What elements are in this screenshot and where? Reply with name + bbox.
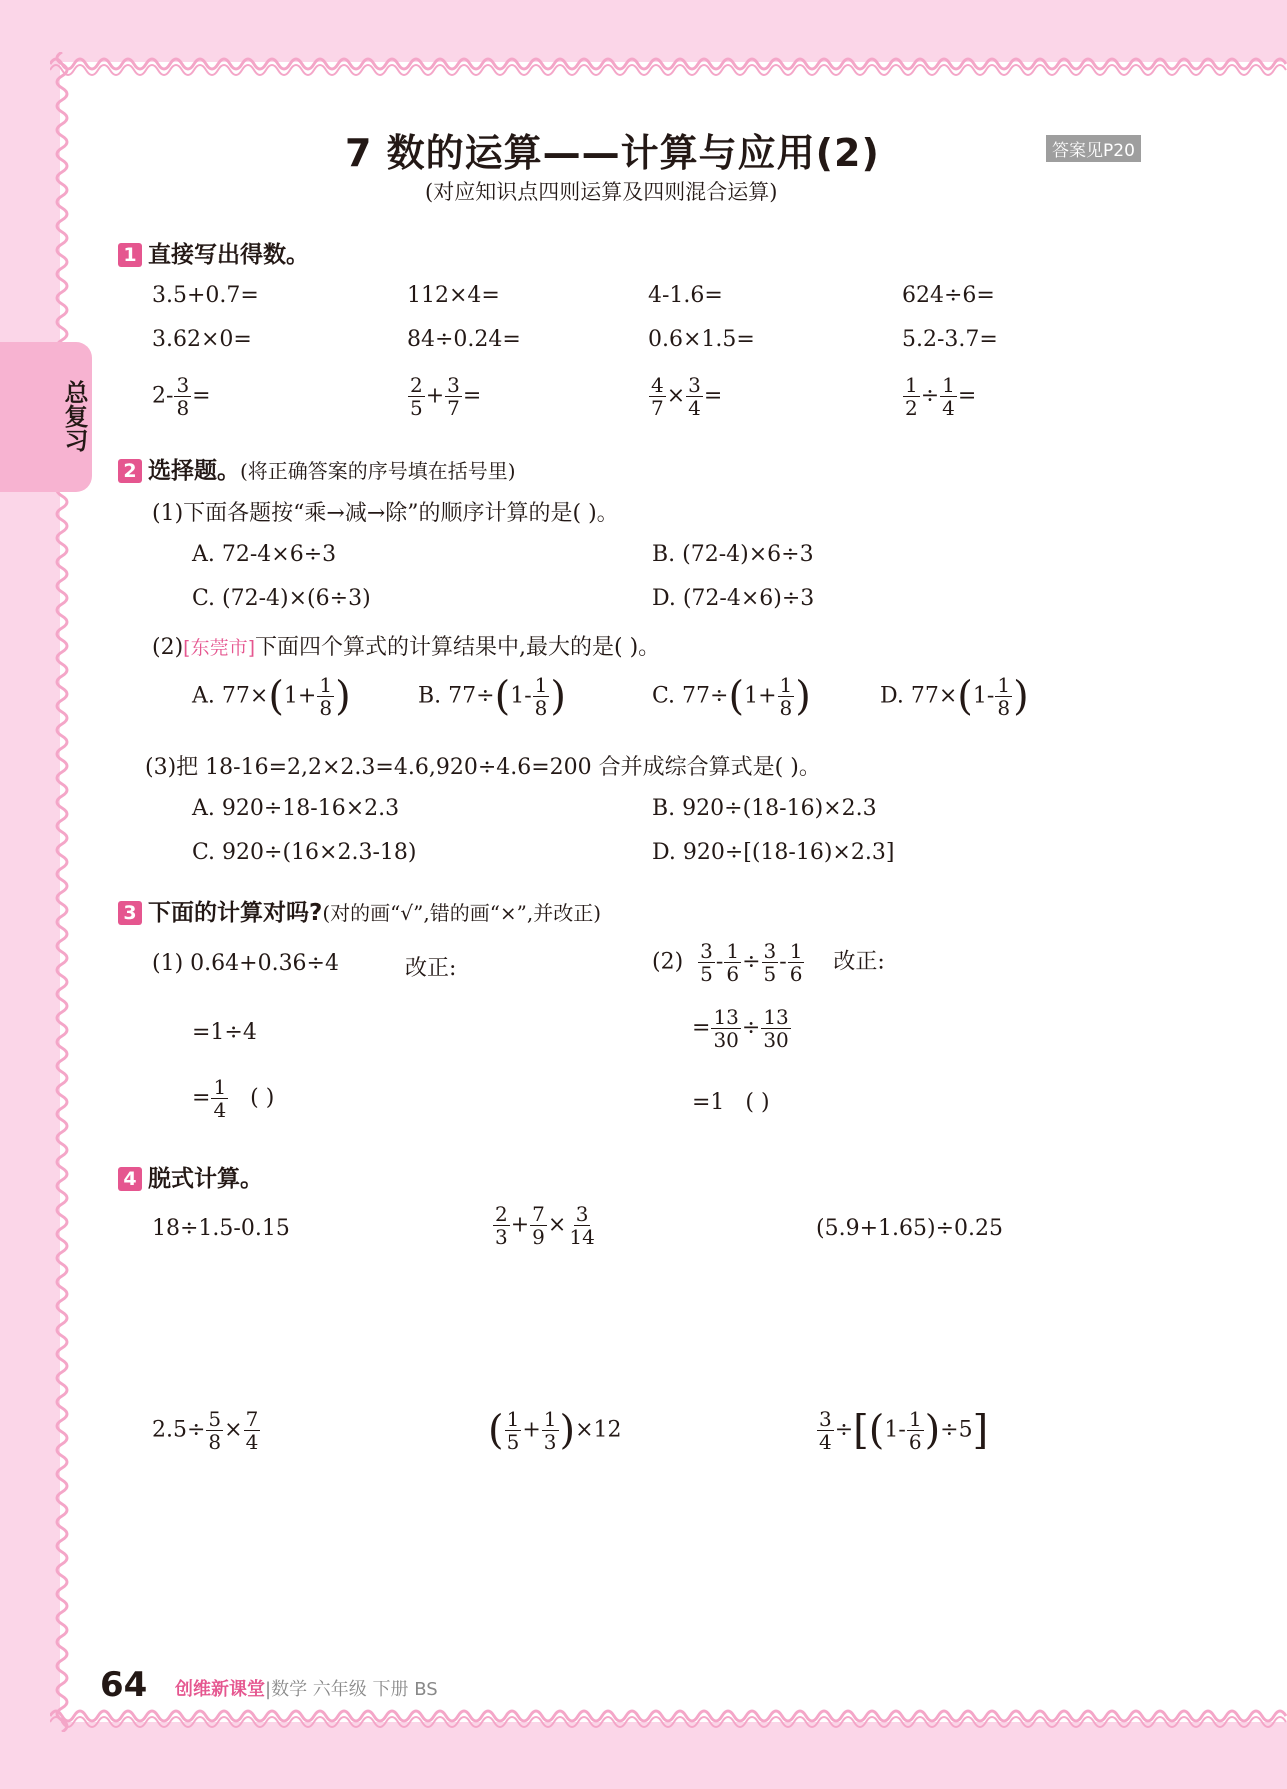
page-title: 7 数的运算——计算与应用(2)	[345, 131, 880, 175]
q2-part1-stem: (1)下面各题按“乘→减→除”的顺序计算的是( )。	[152, 501, 619, 526]
q1-item: 624÷6=	[902, 283, 995, 308]
q2-heading	[118, 452, 516, 485]
q1-title: 直接写出得数。	[148, 242, 309, 268]
q3-part2-fix-label: 改正:	[833, 949, 885, 975]
q2-part3-option-a: A. 920÷18-16×2.3	[192, 796, 400, 821]
q3-part1-fix-label: 改正:	[405, 956, 457, 981]
q4-number-badge: 4	[118, 1167, 142, 1191]
q4-expr-2: $\frac{2}{3}$ + $\frac{7}{9}$ × $\frac{3}{14}$	[495, 1202, 595, 1249]
q1-item: 3.62×0=	[152, 327, 252, 352]
page-subtitle: (对应知识点四则运算及四则混合运算)	[425, 180, 778, 204]
q2-part3-option-b: B. 920÷(18-16)×2.3	[652, 796, 877, 821]
wavy-border-bottom	[50, 1708, 1287, 1732]
q4-title: 脱式计算。	[148, 1166, 263, 1192]
q2-part1-option-d: D. (72-4×6)÷3	[652, 586, 815, 611]
q1-item: 3.5+0.7=	[152, 283, 259, 308]
q4-heading	[118, 1160, 263, 1193]
q2-number-badge: 2	[118, 459, 142, 483]
wavy-border-left	[50, 52, 74, 1732]
q2-part2-option-a: A. 77×(1+ $\frac{1}{8}$ )	[192, 673, 351, 720]
q3-part1-step2: = $\frac{1}{4}$ ( )	[192, 1075, 275, 1122]
page-paper	[60, 62, 1287, 1722]
q4-expr-3: (5.9+1.65)÷0.25	[816, 1216, 1003, 1241]
q2-part2-option-c: C. 77÷(1+ $\frac{1}{8}$ )	[652, 673, 811, 720]
q2-part2-option-d: D. 77×(1- $\frac{1}{8}$ )	[880, 673, 1029, 720]
q3-part1-answer-paren[interactable]: ( )	[250, 1085, 275, 1111]
q4-expr-4: 2.5÷ $\frac{5}{8}$ × $\frac{7}{4}$	[152, 1407, 259, 1454]
q3-part2-answer-paren[interactable]: ( )	[745, 1090, 770, 1115]
q3-part2-step2: =1 ( )	[692, 1090, 770, 1115]
section-tab-label: 总复习	[60, 380, 88, 452]
section-tab	[0, 342, 92, 492]
q3-part1-step1: =1÷4	[192, 1020, 257, 1045]
q2-part3-stem: (3)把 18-16=2,2×2.3=4.6,920÷4.6=200 合并成综合算式是( )。	[145, 755, 821, 780]
q1-item-fraction: $\frac{1}{2}$ ÷ $\frac{1}{4}$ =	[905, 373, 977, 420]
q1-item: 4-1.6=	[648, 283, 723, 308]
q3-number-badge: 3	[118, 901, 142, 925]
q1-number-badge: 1	[118, 243, 142, 267]
q2-part1-option-a: A. 72-4×6÷3	[192, 542, 337, 567]
q3-part2-expression: (2) $\frac{3}{5}$ - $\frac{1}{6}$ ÷ $\frac{3}{5}$ - $\frac{1}{6}$ 改正:	[652, 939, 885, 986]
q2-part2-stem: (2)[东莞市]下面四个算式的计算结果中,最大的是( )。	[152, 635, 661, 660]
q1-item: 84÷0.24=	[407, 327, 521, 352]
q4-expr-6: $\frac{3}{4}$ ÷[(1- $\frac{1}{6}$ )÷5]	[819, 1407, 989, 1454]
q2-part3-option-d: D. 920÷[(18-16)×2.3]	[652, 840, 895, 865]
q1-item: 0.6×1.5=	[648, 327, 755, 352]
q2-title: 选择题。	[148, 458, 240, 484]
q4-expr-1: 18÷1.5-0.15	[152, 1216, 290, 1241]
region-tag: [东莞市]	[183, 637, 255, 659]
footer-brand	[175, 1675, 438, 1701]
q2-part3-option-c: C. 920÷(16×2.3-18)	[192, 840, 417, 865]
q1-item: 112×4=	[407, 283, 500, 308]
q3-title: 下面的计算对吗?	[148, 900, 323, 926]
q1-item-fraction: $\frac{2}{5}$ + $\frac{3}{7}$ =	[410, 373, 482, 420]
q4-expr-5: ( $\frac{1}{5}$ + $\frac{1}{3}$ )×12	[488, 1407, 622, 1454]
q3-part1-expression: (1) 0.64+0.36÷4	[152, 951, 339, 976]
q1-item-fraction: 2- $\frac{3}{8}$ =	[152, 373, 211, 420]
q2-part2-option-b: B. 77÷(1- $\frac{1}{8}$ )	[418, 673, 566, 720]
q2-part1-option-b: B. (72-4)×6÷3	[652, 542, 814, 567]
q3-part2-step1: = $\frac{13}{30}$ ÷ $\frac{13}{30}$	[692, 1005, 789, 1052]
q1-heading	[118, 236, 309, 269]
q1-item-fraction: $\frac{4}{7}$ × $\frac{3}{4}$ =	[651, 373, 723, 420]
footer-brand-name: 创维新课堂	[175, 1679, 265, 1700]
wavy-border-top	[50, 52, 1287, 76]
q2-note: (将正确答案的序号填在括号里)	[240, 459, 516, 483]
q1-item: 5.2-3.7=	[902, 327, 998, 352]
q3-heading	[118, 894, 601, 927]
q2-part1-option-c: C. (72-4)×(6÷3)	[192, 586, 371, 611]
page-number: 64	[100, 1665, 148, 1705]
answer-reference-badge: 答案见P20	[1046, 135, 1141, 162]
q3-note: (对的画“√”,错的画“×”,并改正)	[322, 901, 602, 925]
footer-info: |数学 六年级 下册 BS	[265, 1679, 438, 1700]
